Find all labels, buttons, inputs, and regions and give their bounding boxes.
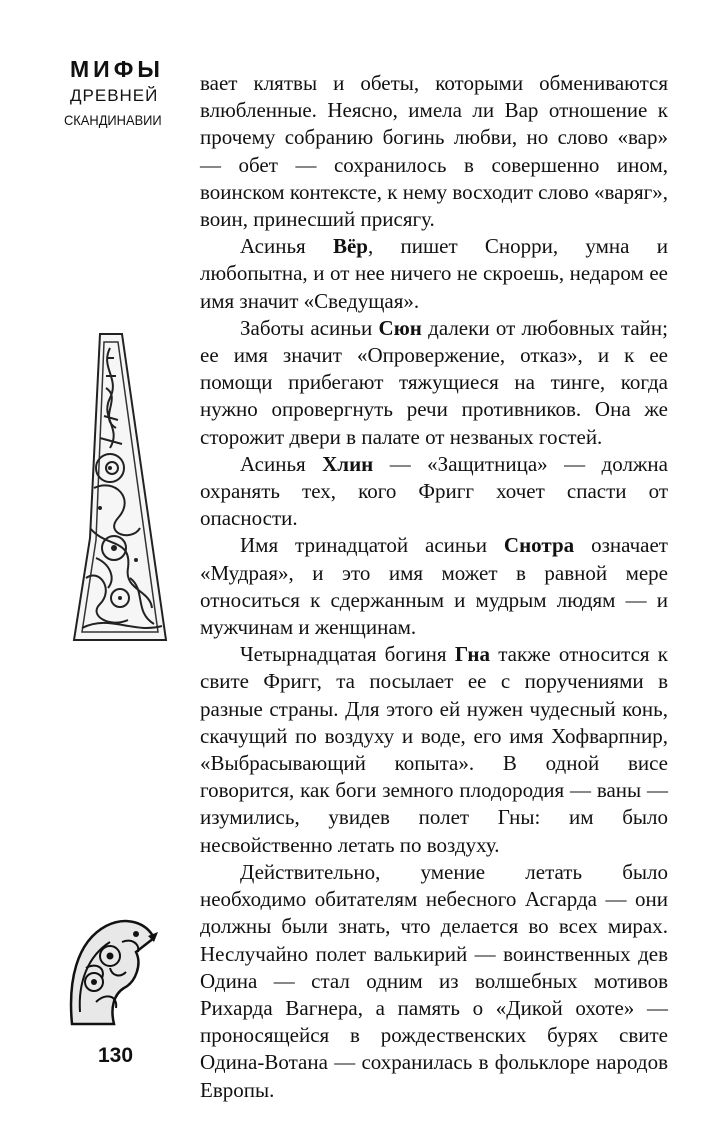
- paragraph: Асинья Хлин — «Защитница» — должна охранять тех, кого Фригг хочет спасти от опасности.: [200, 451, 668, 531]
- body-text: [200, 70, 668, 1104]
- animal-head-ornament-illustration: [66, 912, 160, 1028]
- carved-ornament-illustration: [70, 328, 168, 646]
- goddess-name: Снотра: [503, 533, 575, 558]
- paragraph: вает клятвы и обеты, которыми обмениваются влюбленные. Неясно, имела ли Вар отношение к прочему собранию богинь любви, но слово «вар» — обет — сохранилось в совершенно ином, воинском контексте, к нему восходит слово «варяг», воин, принесший присягу.: [200, 71, 668, 232]
- paragraph: Асинья Вёр, пишет Снорри, умна и любопытна, и от нее ничего не скроешь, недаром ее имя значит «Сведущая».: [200, 234, 668, 313]
- running-head: [62, 56, 172, 131]
- page-number: 130: [98, 1044, 134, 1067]
- paragraph: Заботы асиньи Сюн далеки от любовных тайн; ее имя значит «Опровержение, отказ», и к ее помощи прибегают тяжущиеся на тинге, когда нужно опровергнуть речи противников. Она же сторожит двери в палате от незваных гостей.: [200, 315, 668, 449]
- goddess-name: Хлин: [322, 451, 374, 476]
- goddess-name: Сюн: [378, 315, 422, 340]
- goddess-name: Гна: [454, 642, 490, 667]
- paragraph: Имя тринадцатой асиньи Снотра означает «Мудрая», и это имя может в равной мере относиться к сдержанным и мудрым людям — и мужчинам и женщинам.: [200, 533, 668, 640]
- running-head-line3: СКАНДИНАВИИ: [64, 112, 162, 128]
- paragraph: Четырнадцатая богиня Гна также относится к свите Фригг, та посылает ее с поручениями в разные страны. Для этого ей нужен чудесный конь, скачущий по воздуху и воде, его имя Хофварпнир, «Выбрасывающий копыта». В одной висе говорится, как боги земного плодородия — ваны — изумились, увидев полет Гны: им было несвойственно летать по воздуху.: [200, 642, 668, 857]
- paragraph: Действительно, умение летать было необходимо обитателям небесного Асгарда — они должны были знать, что делается во всех мирах. Неслучайно полет валькирий — воинственных дев Одина — стал одним из волшебных мотивов Рихарда Вагнера, а память о «Дикой охоте» — проносящейся в рождественских бурях свите Одина-Вотана — сохранилась в фольклоре народов Европы.: [200, 859, 668, 1102]
- running-head-title: МИФЫ: [70, 56, 164, 82]
- goddess-name: Вёр: [332, 234, 368, 259]
- running-head-line2: ДРЕВНЕЙ: [70, 86, 159, 105]
